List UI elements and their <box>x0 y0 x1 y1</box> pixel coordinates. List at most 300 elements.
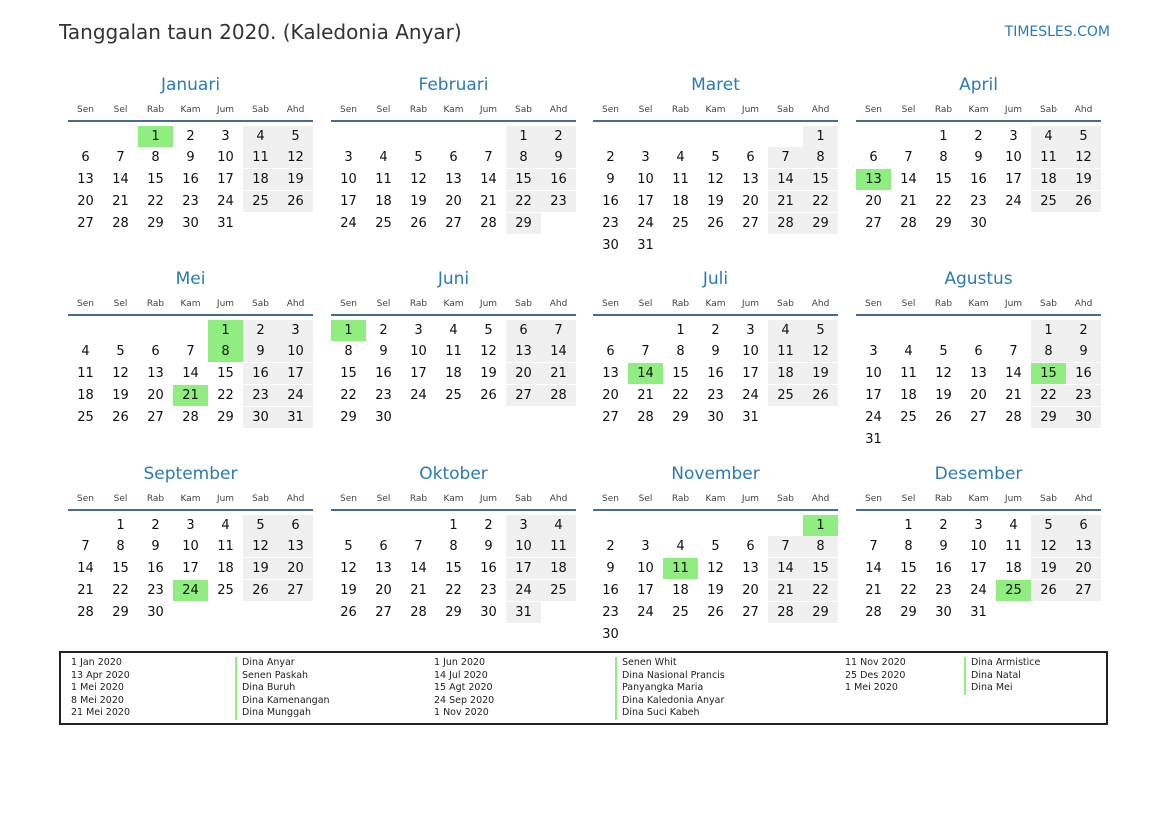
day-cell: 3 <box>414 322 423 338</box>
day-cell: 21 <box>900 193 917 209</box>
weekday-label: Sen <box>865 299 882 309</box>
day-cell: 29 <box>147 215 164 231</box>
month-divider <box>856 509 1101 511</box>
weekday-label: Rab <box>671 494 690 504</box>
day-cell: 12 <box>278 147 313 168</box>
day-cell: 21 <box>768 191 803 212</box>
day-cell: 28 <box>410 604 427 620</box>
day-cell: 17 <box>506 558 541 579</box>
day-cell: 10 <box>970 539 987 555</box>
weekday-label: Ahd <box>286 105 305 115</box>
day-cell: 1 <box>506 126 541 147</box>
day-cell: 3 <box>974 517 983 533</box>
day-cell: 22 <box>803 580 838 601</box>
holiday-day-cell: 11 <box>663 558 698 579</box>
day-cell: 30 <box>147 604 164 620</box>
month-divider <box>68 120 313 122</box>
day-cell: 27 <box>1066 580 1101 601</box>
month-divider <box>593 314 838 316</box>
day-cell: 18 <box>768 363 803 384</box>
holiday-day-cell: 1 <box>331 320 366 341</box>
day-cell: 2 <box>379 322 388 338</box>
day-cell: 15 <box>445 561 462 577</box>
day-cell: 13 <box>375 561 392 577</box>
day-cell: 13 <box>602 366 619 382</box>
weekday-label: Sel <box>113 105 128 115</box>
day-cell: 29 <box>672 409 689 425</box>
weekday-label: Sel <box>376 299 391 309</box>
day-cell: 7 <box>768 147 803 168</box>
day-cell: 12 <box>707 561 724 577</box>
day-cell: 3 <box>186 517 195 533</box>
weekday-label: Jum <box>479 105 498 115</box>
weekday-label: Sen <box>602 494 619 504</box>
holiday-day-cell: 14 <box>628 363 663 384</box>
day-cell: 19 <box>112 387 129 403</box>
day-cell: 6 <box>974 344 983 360</box>
day-cell: 23 <box>480 582 497 598</box>
day-cell: 29 <box>112 604 129 620</box>
day-cell: 2 <box>1066 320 1101 341</box>
day-cell: 6 <box>151 344 160 360</box>
weekday-label: Rab <box>409 105 428 115</box>
weekday-label: Sab <box>515 105 532 115</box>
day-cell: 28 <box>900 215 917 231</box>
day-cell: 20 <box>77 193 94 209</box>
day-cell: 17 <box>217 172 234 188</box>
day-cell: 11 <box>900 366 917 382</box>
day-cell: 6 <box>81 150 90 166</box>
day-cell: 21 <box>865 582 882 598</box>
day-cell: 30 <box>375 409 392 425</box>
day-cell: 25 <box>672 604 689 620</box>
month-divider <box>331 509 576 511</box>
day-cell: 10 <box>637 561 654 577</box>
weekday-label: Sab <box>515 494 532 504</box>
day-cell: 8 <box>676 344 685 360</box>
day-cell: 20 <box>970 387 987 403</box>
day-cell: 22 <box>900 582 917 598</box>
day-cell: 13 <box>77 172 94 188</box>
day-cell: 23 <box>602 604 619 620</box>
day-cell: 14 <box>865 561 882 577</box>
day-cell: 16 <box>707 366 724 382</box>
day-cell: 26 <box>340 604 357 620</box>
day-cell: 9 <box>484 539 493 555</box>
day-cell: 15 <box>672 366 689 382</box>
day-cell: 19 <box>803 363 838 384</box>
weekday-label: Sel <box>901 494 916 504</box>
day-cell: 18 <box>445 366 462 382</box>
holiday-day-cell: 25 <box>996 580 1031 601</box>
day-cell: 2 <box>939 517 948 533</box>
day-cell: 12 <box>112 366 129 382</box>
day-cell: 23 <box>1066 385 1101 406</box>
day-cell: 12 <box>707 172 724 188</box>
day-cell: 27 <box>865 215 882 231</box>
weekday-label: Ahd <box>549 299 568 309</box>
day-cell: 14 <box>768 558 803 579</box>
day-cell: 9 <box>1066 341 1101 362</box>
month-divider <box>331 120 576 122</box>
weekday-label: Kam <box>705 105 726 115</box>
weekday-label: Sab <box>777 299 794 309</box>
day-cell: 8 <box>803 147 838 168</box>
day-cell: 3 <box>869 344 878 360</box>
day-cell: 11 <box>672 172 689 188</box>
day-cell: 1 <box>676 322 685 338</box>
weekday-label: Sen <box>865 105 882 115</box>
day-cell: 6 <box>506 320 541 341</box>
holiday-names-column-3 <box>964 657 1040 695</box>
day-cell: 17 <box>742 366 759 382</box>
month-name: Maret <box>691 75 740 95</box>
weekday-label: Rab <box>934 105 953 115</box>
day-cell: 31 <box>217 215 234 231</box>
holiday-name: Dina Kamenangan <box>242 694 330 706</box>
day-cell: 21 <box>1005 387 1022 403</box>
day-cell: 9 <box>541 147 576 168</box>
day-cell: 1 <box>116 517 125 533</box>
holiday-date: 1 Jun 2020 <box>434 657 486 668</box>
day-cell: 2 <box>484 517 493 533</box>
weekday-label: Sab <box>252 299 269 309</box>
day-cell: 14 <box>541 341 576 362</box>
day-cell: 27 <box>602 409 619 425</box>
day-cell: 23 <box>935 582 952 598</box>
weekday-label: Rab <box>671 105 690 115</box>
day-cell: 18 <box>243 169 278 190</box>
day-cell: 16 <box>935 561 952 577</box>
day-cell: 19 <box>410 193 427 209</box>
day-cell: 11 <box>1031 147 1066 168</box>
weekday-label: Jum <box>216 299 235 309</box>
day-cell: 4 <box>81 344 90 360</box>
weekday-label: Sen <box>602 105 619 115</box>
day-cell: 26 <box>410 215 427 231</box>
day-cell: 16 <box>602 582 619 598</box>
day-cell: 13 <box>506 341 541 362</box>
holiday-dates-column-1 <box>71 657 130 720</box>
day-cell: 16 <box>541 169 576 190</box>
day-cell: 22 <box>147 193 164 209</box>
day-cell: 18 <box>672 582 689 598</box>
day-cell: 18 <box>541 558 576 579</box>
day-cell: 8 <box>803 536 838 557</box>
day-cell: 19 <box>1031 558 1066 579</box>
day-cell: 29 <box>340 409 357 425</box>
day-cell: 23 <box>147 582 164 598</box>
weekday-label: Sen <box>77 494 94 504</box>
day-cell: 9 <box>151 539 160 555</box>
month-name: Oktober <box>419 464 488 484</box>
weekday-label: Sab <box>252 105 269 115</box>
day-cell: 24 <box>1005 193 1022 209</box>
day-cell: 19 <box>480 366 497 382</box>
month-name: April <box>959 75 998 95</box>
day-cell: 3 <box>746 322 755 338</box>
day-cell: 10 <box>865 366 882 382</box>
day-cell: 22 <box>1031 385 1066 406</box>
day-cell: 2 <box>541 126 576 147</box>
day-cell: 5 <box>414 150 423 166</box>
day-cell: 13 <box>742 172 759 188</box>
day-cell: 20 <box>278 558 313 579</box>
day-cell: 10 <box>340 172 357 188</box>
day-cell: 8 <box>449 539 458 555</box>
holiday-name: Senen Whit <box>622 657 677 668</box>
day-cell: 22 <box>803 191 838 212</box>
holiday-dates-column-3 <box>845 657 906 695</box>
month-divider <box>593 509 838 511</box>
day-cell: 11 <box>243 147 278 168</box>
weekday-label: Sel <box>376 494 391 504</box>
day-cell: 11 <box>77 366 94 382</box>
day-cell: 27 <box>506 385 541 406</box>
weekday-label: Sab <box>252 494 269 504</box>
day-cell: 26 <box>243 580 278 601</box>
day-cell: 28 <box>865 604 882 620</box>
month-name: Januari <box>160 75 221 95</box>
day-cell: 6 <box>606 344 615 360</box>
day-cell: 22 <box>340 387 357 403</box>
weekday-label: Jum <box>741 105 760 115</box>
day-cell: 16 <box>147 561 164 577</box>
weekday-label: Kam <box>968 494 989 504</box>
day-cell: 22 <box>445 582 462 598</box>
month-name: September <box>143 464 238 484</box>
day-cell: 18 <box>900 387 917 403</box>
month-name: Juli <box>702 269 729 289</box>
day-cell: 11 <box>445 344 462 360</box>
day-cell: 10 <box>217 150 234 166</box>
day-cell: 7 <box>116 150 125 166</box>
day-cell: 8 <box>344 344 353 360</box>
day-cell: 8 <box>506 147 541 168</box>
day-cell: 10 <box>182 539 199 555</box>
day-cell: 15 <box>340 366 357 382</box>
day-cell: 10 <box>506 536 541 557</box>
day-cell: 5 <box>116 344 125 360</box>
day-cell: 27 <box>742 604 759 620</box>
day-cell: 29 <box>900 604 917 620</box>
weekday-label: Kam <box>180 105 201 115</box>
day-cell: 25 <box>672 215 689 231</box>
day-cell: 3 <box>641 150 650 166</box>
day-cell: 17 <box>865 387 882 403</box>
day-cell: 19 <box>707 193 724 209</box>
day-cell: 2 <box>606 150 615 166</box>
weekday-label: Ahd <box>1074 299 1093 309</box>
day-cell: 15 <box>217 366 234 382</box>
day-cell: 4 <box>676 150 685 166</box>
day-cell: 25 <box>541 580 576 601</box>
day-cell: 18 <box>375 193 392 209</box>
weekday-label: Rab <box>409 494 428 504</box>
holiday-names-column-1 <box>235 657 330 720</box>
day-cell: 18 <box>1005 561 1022 577</box>
day-cell: 4 <box>676 539 685 555</box>
day-cell: 12 <box>340 561 357 577</box>
day-cell: 15 <box>506 169 541 190</box>
day-cell: 20 <box>147 387 164 403</box>
month-divider <box>68 314 313 316</box>
holiday-date: 1 Mei 2020 <box>71 682 124 693</box>
day-cell: 9 <box>379 344 388 360</box>
day-cell: 29 <box>506 213 541 234</box>
holiday-name: Panyangka Maria <box>622 682 704 693</box>
day-cell: 9 <box>243 341 278 362</box>
day-cell: 16 <box>970 172 987 188</box>
day-cell: 26 <box>1031 580 1066 601</box>
day-cell: 17 <box>278 363 313 384</box>
day-cell: 11 <box>217 539 234 555</box>
day-cell: 5 <box>1031 515 1066 536</box>
month-name: Februari <box>418 75 489 95</box>
day-cell: 26 <box>803 385 838 406</box>
day-cell: 30 <box>602 237 619 253</box>
day-cell: 31 <box>506 602 541 623</box>
day-cell: 20 <box>445 193 462 209</box>
day-cell: 22 <box>217 387 234 403</box>
day-cell: 31 <box>742 409 759 425</box>
day-cell: 25 <box>243 191 278 212</box>
month-divider <box>593 120 838 122</box>
day-cell: 4 <box>449 322 458 338</box>
day-cell: 8 <box>904 539 913 555</box>
holiday-date: 13 Apr 2020 <box>71 669 130 681</box>
day-cell: 12 <box>1066 147 1101 168</box>
day-cell: 3 <box>506 515 541 536</box>
weekday-label: Sel <box>113 299 128 309</box>
day-cell: 24 <box>970 582 987 598</box>
holiday-day-cell: 8 <box>208 341 243 362</box>
day-cell: 28 <box>77 604 94 620</box>
day-cell: 31 <box>278 407 313 428</box>
weekday-label: Ahd <box>1074 105 1093 115</box>
day-cell: 12 <box>803 341 838 362</box>
day-cell: 9 <box>711 344 720 360</box>
day-cell: 24 <box>742 387 759 403</box>
day-cell: 20 <box>1066 558 1101 579</box>
day-cell: 8 <box>116 539 125 555</box>
day-cell: 4 <box>379 150 388 166</box>
day-cell: 31 <box>970 604 987 620</box>
day-cell: 13 <box>278 536 313 557</box>
weekday-label: Sab <box>515 299 532 309</box>
day-cell: 12 <box>410 172 427 188</box>
day-cell: 2 <box>606 539 615 555</box>
holiday-name: Dina Natal <box>971 669 1021 681</box>
day-cell: 3 <box>641 539 650 555</box>
day-cell: 19 <box>278 169 313 190</box>
day-cell: 24 <box>506 580 541 601</box>
day-cell: 17 <box>410 366 427 382</box>
weekday-label: Jum <box>216 105 235 115</box>
day-cell: 16 <box>1066 363 1101 384</box>
weekday-label: Sel <box>376 105 391 115</box>
day-cell: 14 <box>900 172 917 188</box>
month-name: Desember <box>934 464 1023 484</box>
weekday-label: Kam <box>443 105 464 115</box>
weekday-label: Sel <box>638 494 653 504</box>
weekday-label: Ahd <box>549 494 568 504</box>
day-cell: 7 <box>869 539 878 555</box>
month-divider <box>856 120 1101 122</box>
day-cell: 13 <box>445 172 462 188</box>
weekday-label: Sen <box>865 494 882 504</box>
day-cell: 16 <box>182 172 199 188</box>
month-divider <box>331 314 576 316</box>
day-cell: 5 <box>278 126 313 147</box>
day-cell: 19 <box>243 558 278 579</box>
holiday-date: 8 Mei 2020 <box>71 694 124 706</box>
weekday-label: Kam <box>968 105 989 115</box>
day-cell: 7 <box>541 320 576 341</box>
weekday-label: Ahd <box>811 105 830 115</box>
holiday-date: 14 Jul 2020 <box>434 669 488 681</box>
day-cell: 26 <box>1066 191 1101 212</box>
holiday-day-cell: 1 <box>208 320 243 341</box>
day-cell: 6 <box>379 539 388 555</box>
day-cell: 3 <box>344 150 353 166</box>
weekday-label: Sel <box>901 299 916 309</box>
holiday-date: 1 Jan 2020 <box>71 657 122 668</box>
day-cell: 25 <box>768 385 803 406</box>
weekday-label: Rab <box>409 299 428 309</box>
holiday-name: Dina Buruh <box>242 682 296 693</box>
day-cell: 27 <box>742 215 759 231</box>
holiday-name: Dina Mei <box>971 682 1013 693</box>
day-cell: 29 <box>935 215 952 231</box>
holiday-date: 21 Mei 2020 <box>71 707 130 718</box>
day-cell: 17 <box>970 561 987 577</box>
day-cell: 24 <box>340 215 357 231</box>
weekday-label: Sab <box>1040 105 1057 115</box>
day-cell: 27 <box>278 580 313 601</box>
day-cell: 11 <box>1005 539 1022 555</box>
weekday-label: Sab <box>777 494 794 504</box>
day-cell: 4 <box>1031 126 1066 147</box>
weekday-label: Ahd <box>811 494 830 504</box>
day-cell: 30 <box>1066 407 1101 428</box>
holiday-date: 11 Nov 2020 <box>845 657 906 668</box>
day-cell: 17 <box>637 193 654 209</box>
site-link[interactable]: TIMESLES.COM <box>1004 24 1110 40</box>
holiday-day-cell: 21 <box>173 385 208 406</box>
day-cell: 21 <box>480 193 497 209</box>
day-cell: 6 <box>1066 515 1101 536</box>
weekday-label: Sen <box>602 299 619 309</box>
weekday-label: Kam <box>180 299 201 309</box>
day-cell: 15 <box>112 561 129 577</box>
day-cell: 26 <box>480 387 497 403</box>
day-cell: 7 <box>484 150 493 166</box>
day-cell: 27 <box>77 215 94 231</box>
holiday-date: 25 Des 2020 <box>845 669 906 681</box>
day-cell: 22 <box>112 582 129 598</box>
day-cell: 29 <box>803 213 838 234</box>
weekday-label: Sab <box>1040 299 1057 309</box>
day-cell: 13 <box>742 561 759 577</box>
weekday-label: Ahd <box>286 299 305 309</box>
month-name: Juni <box>437 269 470 289</box>
holiday-name: Dina Anyar <box>242 657 295 668</box>
weekday-label: Kam <box>705 494 726 504</box>
weekday-label: Kam <box>443 299 464 309</box>
day-cell: 28 <box>1005 409 1022 425</box>
day-cell: 5 <box>803 320 838 341</box>
